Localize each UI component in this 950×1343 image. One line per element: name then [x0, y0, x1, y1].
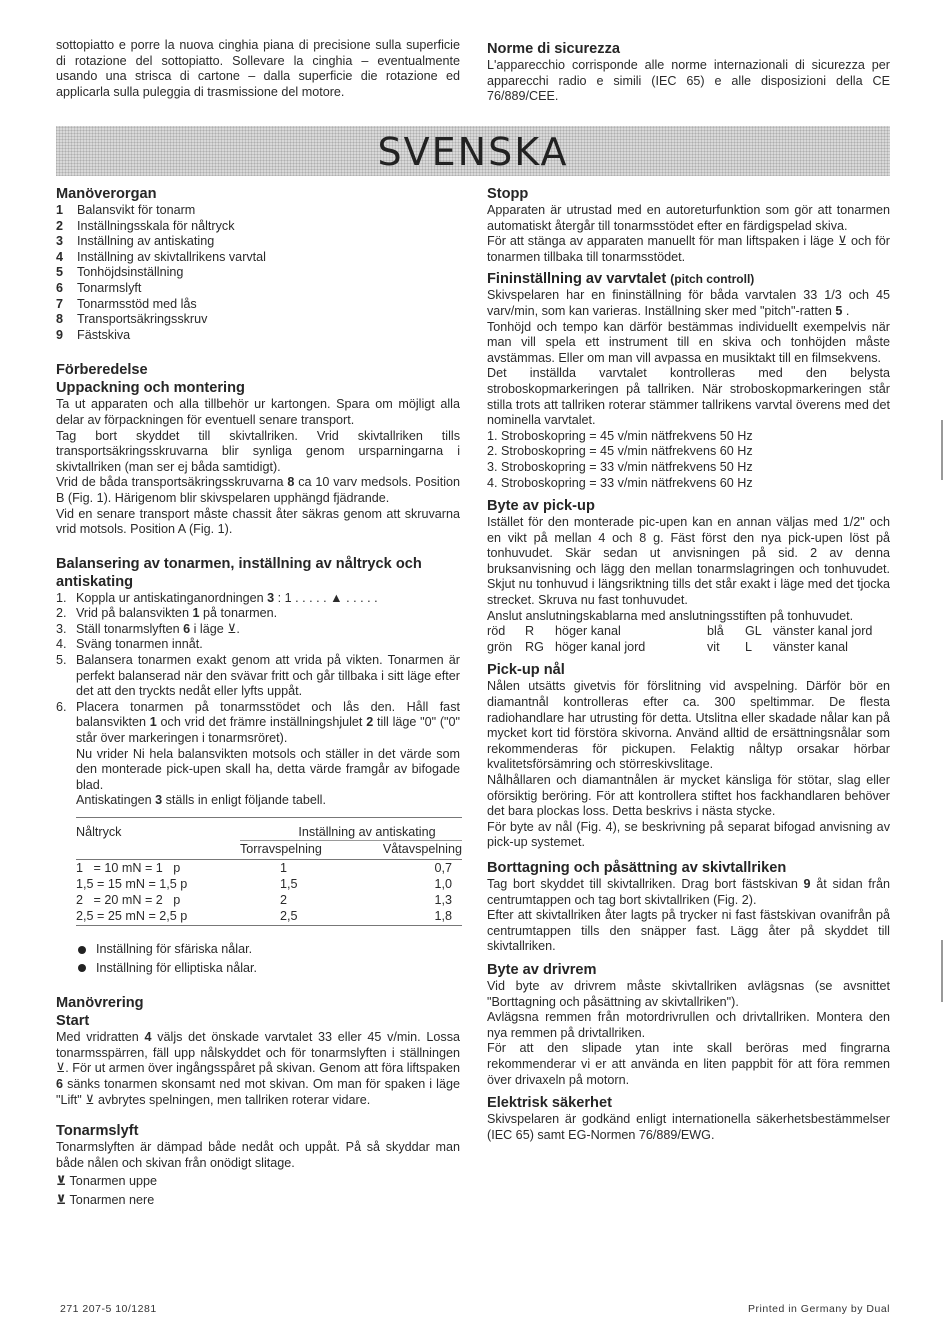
balansering-steps	[56, 591, 460, 700]
controls-list	[56, 203, 460, 343]
table-row	[76, 908, 462, 924]
list-item	[56, 606, 460, 622]
table-cell: 2,5	[280, 909, 298, 923]
table-cell: 1,5 = 15 mN = 1,5 p	[76, 877, 188, 891]
banner-title: SVENSKA	[377, 130, 569, 174]
norme-text: L'apparecchio corrisponde alle norme internazionali di sicurezza per apparecchi radio e simili (IEC 65) e alle disposizioni della CE 76/889/CEE.	[487, 58, 890, 104]
lift-up-icon: ⊻	[56, 1174, 67, 1189]
wire-code: GL	[745, 624, 762, 639]
item-number: 7	[56, 296, 64, 311]
bullet-icon	[78, 946, 86, 954]
norme-title: Norme di sicurezza	[487, 41, 621, 57]
wire-desc: höger kanal jord	[555, 639, 646, 654]
table-body	[76, 860, 462, 924]
fin-p1: Skivspelaren har en fininställning för båda varvtalen 33 1/3 och 45 varv/min, som kan varieras. Inställning sker med "pitch"-ratten 5 .	[487, 288, 890, 318]
wire-desc: höger kanal	[555, 624, 621, 639]
strobo-list	[487, 429, 890, 491]
step-text: Sväng tonarmen innåt.	[76, 637, 203, 652]
drivrem-p3: För att den slipade ytan inte skall beröras med fingrarna rekommenderar vi er att använda en liten pappbit för att föra remmen över drivaxeln på motorn.	[487, 1041, 890, 1087]
list-item	[56, 653, 460, 700]
margin-mark	[941, 420, 943, 480]
list-item	[56, 265, 460, 281]
bullet-icon	[78, 964, 86, 972]
wire-code: L	[745, 639, 753, 654]
table-row	[76, 876, 462, 892]
wire-color: vit	[707, 639, 720, 654]
list-item	[56, 250, 460, 266]
step-number: 3.	[56, 621, 67, 636]
table-cell: 0,7	[434, 861, 452, 875]
table-cell: 1,3	[434, 893, 452, 907]
list-item	[56, 234, 460, 250]
drivrem-p2: Avlägsna remmen från motordrivrullen och drivtallriken. Montera den nya remmen på drivtallriken.	[487, 1010, 890, 1040]
margin-mark	[941, 940, 943, 1002]
list-item	[56, 281, 460, 297]
lift-down-icon: ⊻	[56, 1192, 67, 1207]
list-item	[56, 328, 460, 344]
table-row	[76, 860, 462, 876]
table-cell: 1	[280, 861, 288, 875]
manoverorgan-title: Manöverorgan	[56, 186, 157, 202]
table-note-spherical: Inställning för sfäriska nålar.	[56, 942, 460, 958]
table-cell: 1 = 10 mN = 1 p	[76, 861, 181, 875]
uppackning-title: Uppackning och montering	[56, 380, 245, 397]
list-item	[56, 297, 460, 313]
step-number: 2.	[56, 606, 67, 621]
item-number: 9	[56, 327, 64, 342]
fin-title: Fininställning av varvtalet (pitch controll)	[487, 271, 755, 288]
fin-p2: Tonhöjd och tempo kan därför bestämmas individuellt exempelvis när man vill spela ett instrument till en skiva och tonhöjden måste avstämmas. Eller om man vill avpassa en musiktakt till en filmsekvens.	[487, 319, 890, 365]
left-column	[56, 185, 460, 1209]
forberedelse-p2: Tag bort skyddet till skivtallriken. Vrid skivtallriken tills transportsäkringsskruvarna blir synliga genom ursparningarna i skivtallriken (man ser ej båda samtidigt).	[56, 428, 460, 474]
item-label: Transportsäkringsskruv	[77, 312, 208, 327]
table-cell: 1,8	[434, 909, 452, 923]
table-cell: 2,5 = 25 mN = 2,5 p	[76, 909, 188, 923]
step-text: Balansera tonarmen exakt genom att vrida på vikten. Tonarmen är perfekt balanserad när den svävar fritt och går tillbaka i sitt läge efter det att den tryckts nedåt eller lyfts uppåt.	[76, 653, 460, 699]
list-item	[56, 219, 460, 235]
balansering-title: Balansering av tonarmen, inställning av nåltryck och antiskating	[56, 555, 422, 590]
elektrisk-p1: Skivspelaren är godkänd enligt internationella säkerhetsbestämmelser (IEC 65) samt EG-Normen 76/889/EWG.	[487, 1112, 890, 1142]
borttagning-p2: Efter att skivtallriken åter lagts på trycker ni fast fästskivan ovanifrån på centrumtappen tills den snäpper fast. Lägg åter på skyddet till skivtallriken.	[487, 908, 890, 954]
wire-desc: vänster kanal jord	[773, 624, 873, 639]
item-label: Inställning av antiskating	[77, 234, 215, 249]
pickup-nal-p1: Nålen utsätts givetvis för förslitning vid avspelning. Därför bör en diamantnål kontrolleras efter ca. 300 speltimmar. De flesta radiohandlare har utrusting för detta. Utslitna eller skadade nålar kan på mycket kort tid förstöra skivorna. Använd alltid de ersättningsnålar som rekommenderas för pickupen. Felaktig nåltyp orsakar hörbar kvalitetsförsämring och störreskivslitage.	[487, 679, 890, 772]
item-label: Balansvikt för tonarm	[77, 203, 196, 217]
byte-pickup-p2: Anslut anslutningskablarna med anslutningsstiften på tonhuvudet.	[487, 608, 854, 623]
wire-code: RG	[525, 639, 544, 654]
footer-printed: Printed in Germany by Dual	[748, 1303, 890, 1315]
table-header-group: Inställning av antiskating	[298, 825, 436, 839]
norme-section	[487, 40, 890, 105]
stopp-p1: Apparaten är utrustad med en autoreturfunktion som gör att tonarmen automatiskt återgår till tonarmsstödet efter en färdigspelad skiva.	[487, 203, 890, 233]
manovrering-title: Manövrering	[56, 995, 144, 1012]
footer-code: 271 207-5 10/1281	[60, 1303, 157, 1315]
wire-row	[487, 640, 890, 656]
step-text: Ställ tonarmslyften 6 i läge ⊻.	[76, 621, 240, 636]
step-number: 5.	[56, 653, 67, 668]
borttagning-p1: Tag bort skyddet till skivtallriken. Drag bort fästskivan 9 åt sidan från centrumtappen och tag bort skivtallriken (Fig. 2).	[487, 876, 890, 907]
table-header-torr: Torravspelning	[240, 840, 360, 857]
forberedelse-p1: Ta ut apparaten och alla tillbehör ur kartongen. Spara om möjligt alla delar av förpackningen för eventuell senare transport.	[56, 397, 460, 427]
start-text: Med vridratten 4 väljs det önskade varvtalet 33 eller 45 v/min. Lossa tonarmsspärren, fäll upp nålskyddet och för tonarmslyften i ställningen ⊻. För ut armen över ingångsspåret på skivan. Genom att föra liftspaken 6 sänks tonarmen skonsamt ned mot skivan. Om man för spaken i läge "Lift" ⊻ avbrytes spelningen, men tallriken roterar vidare.	[56, 1030, 460, 1107]
tonarmslyft-text: Tonarmslyften är dämpad både nedåt och uppåt. På så skyddar man både nålen och skivan från onödigt slitage.	[56, 1140, 460, 1170]
stopp-p2: För att stänga av apparaten manuellt för man liftspaken i läge ⊻ och för tonarmen tillbaka till tonarmsstödet.	[487, 234, 890, 264]
item-number: 1	[56, 203, 64, 217]
item-label: Tonarmslyft	[77, 280, 142, 295]
drivrem-title: Byte av drivrem	[487, 961, 597, 978]
item-label: Fästskiva	[77, 327, 131, 342]
start-title: Start	[56, 1013, 90, 1030]
wire-color: grön	[487, 639, 513, 654]
item-number: 5	[56, 265, 64, 280]
drivrem-p1: Vid byte av drivrem måste skivtallriken avlägsnas (se avsnittet "Borttagning och påsättning av skivtallriken").	[487, 978, 890, 1009]
table-cell: 2	[280, 893, 288, 907]
wire-code: R	[525, 624, 535, 639]
borttagning-title: Borttagning och påsättning av skivtallriken	[487, 859, 787, 876]
item-label: Inställningsskala för nåltryck	[77, 218, 235, 233]
byte-pickup-title: Byte av pick-up	[487, 498, 595, 515]
list-item	[56, 312, 460, 328]
item-number: 8	[56, 312, 64, 327]
balansering-step6: 6. Placera tonarmen på tonarmsstödet och lås den. Håll fast balansvikten 1 och vrid det främre inställningshjulet 2 till läge "0" ("0" står över markeringen i tonarmsröret). Nu vrider Ni hela balansvikten motsols och ställer in det värde som den monterade pick-upen skall ha, detta värde framgår av bifogade blad. Antiskatingen 3 ställs in enligt följande tabell.	[56, 699, 460, 808]
list-item: 1. Stroboskopring = 45 v/min nätfrekvens 50 Hz	[487, 428, 753, 443]
wire-desc: vänster kanal	[773, 639, 848, 654]
byte-pickup-p1: Istället för den monterade pic-upen kan en annan väljas med 1/2" och en vikt på mellan 4 och 8 g. Fäst först den nya pick-upen löst på tonhuvudet. Skär sedan ut anvisningen på sid. 2 av denna bruksanvisning och lägg den mellan tonarmslagringen och tonhuvudet. Skjut nu tonhuvud i längsriktning tills det står exakt i läge med det tjocka strecket. Skruva nu fast tonhuvudet.	[487, 515, 890, 608]
item-label: Tonarmsstöd med lås	[77, 296, 197, 311]
elektrisk-title: Elektrisk säkerhet	[487, 1095, 612, 1112]
step-number: 1.	[56, 590, 67, 605]
table-header-vat: Våtavspelning	[360, 840, 462, 857]
lyft-up-line: ⊻ Tonarmen uppe	[56, 1174, 158, 1189]
wire-row	[487, 624, 890, 640]
fin-p3: Det inställda varvtalet kontrolleras med den belysta stroboskopmarkeringen på tallriken. När stroboskopmarkeringen står stilla trots att tallriken roterar stämmer tallrikens varvtal överens med det nominella varvtalet.	[487, 366, 890, 428]
forberedelse-p4: Vid en senare transport måste chassit åter säkras genom att skruvarna vrid motsols. Position A (Fig. 1).	[56, 506, 460, 537]
item-label: Inställning av skivtallrikens varvtal	[77, 249, 266, 264]
list-item	[56, 591, 460, 607]
pickup-nal-p3: För byte av nål (Fig. 4), se beskrivning på separat bifogad anvisning av pick-up systemet.	[487, 819, 890, 850]
table-header-naltryck: Nåltryck	[76, 825, 122, 839]
wire-color: röd	[487, 624, 506, 639]
list-item: 3. Stroboskopring = 33 v/min nätfrekvens 50 Hz	[487, 459, 753, 474]
pickup-nal-p2: Nålhållaren och diamantnålen är mycket känsliga för stötar, slag eller oförsiktig beröring. För att kontrollera stiftet hos fackhandlaren behöver det bara plockas loss. Detta beskrivs i nästa stycke.	[487, 773, 890, 819]
table-cell: 1,0	[434, 877, 452, 891]
step-text: Vrid på balansvikten 1 på tonarmen.	[76, 606, 278, 621]
stopp-title: Stopp	[487, 186, 529, 202]
tonarmslyft-title: Tonarmslyft	[56, 1123, 139, 1140]
lyft-down-line: ⊻ Tonarmen nere	[56, 1192, 155, 1207]
item-number: 3	[56, 234, 64, 249]
forberedelse-title: Förberedelse	[56, 362, 148, 379]
list-item	[56, 637, 460, 653]
item-number: 4	[56, 249, 64, 264]
item-number: 6	[56, 280, 64, 295]
list-item	[56, 622, 460, 638]
list-item	[56, 203, 460, 219]
table-row	[76, 892, 462, 908]
forberedelse-p3: Vrid de båda transportsäkringsskruvarna 8 ca 10 varv medsols. Position B (Fig. 1). Härigenom blir skivspelaren upphängd fjädrande.	[56, 475, 460, 505]
table-cell: 1,5	[280, 877, 298, 891]
table-cell: 2 = 20 mN = 2 p	[76, 893, 181, 907]
right-column	[487, 185, 890, 1143]
list-item: 4. Stroboskopring = 33 v/min nätfrekvens 60 Hz	[487, 475, 753, 490]
list-item: 2. Stroboskopring = 45 v/min nätfrekvens 60 Hz	[487, 444, 753, 459]
pickup-nal-title: Pick-up nål	[487, 662, 565, 679]
wire-table	[487, 624, 890, 655]
language-banner	[56, 126, 890, 176]
step-text: Koppla ur antiskatinganordningen 3 : 1 . . . . . ▲ . . . . .	[76, 590, 378, 605]
top-left-paragraph: sottopiatto e porre la nuova cinghia piana di precisione sulla superficie di rotazione del sottopiatto. Sollevare la cinghia – eventualmente usando una strisca di cartone – dalla superficie die rotazione ed applicarla sulla puleggia di trasmissione del motore.	[56, 38, 460, 99]
step-number: 4.	[56, 637, 67, 652]
wire-color: blå	[707, 624, 724, 639]
table-note-elliptical: Inställning för elliptiska nålar.	[56, 961, 460, 977]
item-number: 2	[56, 218, 64, 233]
item-label: Tonhöjdsinställning	[77, 265, 184, 280]
antiskating-table	[76, 817, 462, 926]
